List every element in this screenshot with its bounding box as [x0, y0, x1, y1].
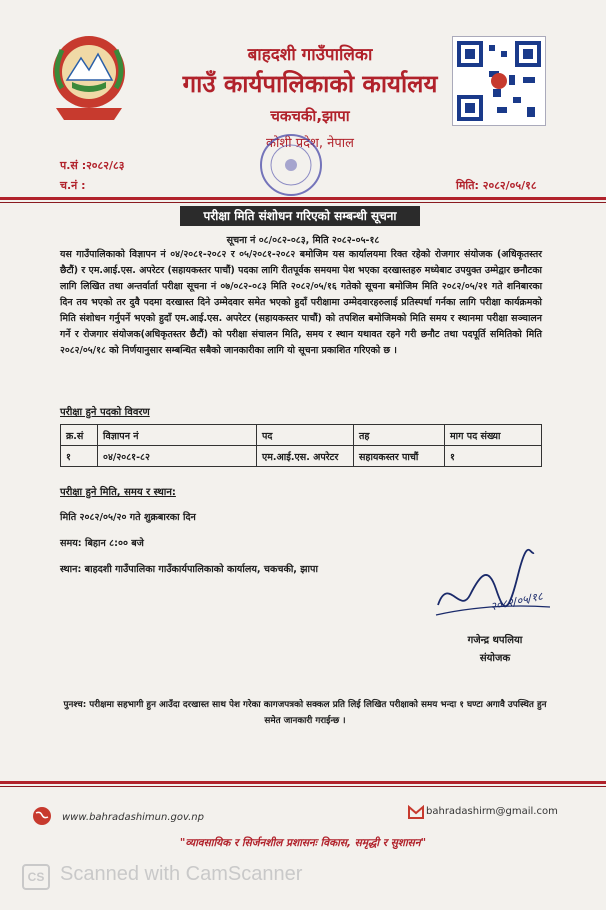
table-header-cell: तह — [354, 425, 445, 446]
table-header-cell: विज्ञापन नं — [98, 425, 257, 446]
office-stamp-icon — [248, 132, 334, 198]
exam-time: समय: बिहान ८:०० बजे — [60, 538, 144, 549]
scanner-watermark: Scanned with CamScanner — [60, 863, 303, 885]
table-header-cell: क्र.सं — [61, 425, 98, 446]
table-cell: १ — [445, 446, 542, 467]
globe-icon — [32, 806, 52, 826]
slogan: "व्यावसायिक र सिर्जनशील प्रशासनः विकास, समृद्धी र सुशासन" — [179, 837, 427, 849]
ps-number: प.सं :२०८२/८३ — [60, 159, 125, 172]
camscanner-logo-icon: CS — [22, 864, 50, 890]
issue-date: मिति: २०८२/०५/१८ — [456, 179, 537, 192]
posts-heading: परीक्षा हुने पदको विवरण — [60, 407, 150, 418]
table-cell: ०४/२०८१-८२ — [98, 446, 257, 467]
header-divider — [0, 197, 606, 200]
table-cell: सहायकस्तर पाचौं — [354, 446, 445, 467]
footer-divider-thin — [0, 786, 606, 787]
website-link[interactable]: www.bahradashimun.gov.np — [62, 812, 204, 823]
footer-divider — [0, 781, 606, 784]
table-header-cell: माग पद संख्या — [445, 425, 542, 446]
table-header-row — [61, 425, 542, 446]
signatory-role: संयोजक — [479, 653, 511, 664]
header-divider-thin — [0, 202, 606, 203]
table-row — [61, 446, 542, 467]
notice-title: परीक्षा मिति संशोधन गरिएको सम्बन्धी सूचना — [180, 206, 420, 226]
exam-place: स्थान: बाहदशी गाउँपालिका गाउँकार्यपालिकाको कार्यालय, चकचकी, झापा — [60, 564, 318, 575]
table-header-cell: पद — [257, 425, 354, 446]
notice-body: यस गाउँपालिकाको विज्ञापन नं ०४/२०८१-२०८२ र ०५/२०८१-२०८२ बमोजिम यस कार्यालयमा रिक्त रहेको रोजगार संयोजक (अधिकृतस्तर छैटौं) र एम.आई.एस. अपरेटर (सहायकस्तर पाचौं) पदका लागि रीतपूर्वक समयमा पेश भएका दरखास्तहरु मध्येबाट उपयुक्त उम्मेद्वार छनौटका लागि लिखित तथा अन्तर्वार्ता परीक्षा सूचना नं ०७/०८२-०८३ मिति २०८२/०५/१६ गतेको सूचना बमोजिम मिति २०८२/०५/२१ गते शनिबारका दिन तय भएको तर दुवै पदमा दरखास्त दिने उम्मेदवार समेत भएको हुदाँ परीक्षामा उम्मेदवारहरुलाई प्रतिस्पर्धा गर्नका लागि परीक्षा कार्यक्रमको मिति संशोधन गर्नुपर्ने भएको हुदाँ एम.आई.एस. अपरेटर (सहायकस्तर पाचौं) को तपशिल बमोजिमको मिति समय र स्थानमा परीक्षा सञ्चालन गर्ने र रोजगार संयोजक(अधिकृतस्तर छैटौं) को परीक्षा संचालन मिति, समय र स्थान यथावत रहने गरी छनौट तथा पदपूर्ति समितिको मिति २०८२/०५/१८ को निर्णयानुसार सम्बन्धित सबैको जानकारीका लागि यो सूचना प्रकाशित गरिएको छ । — [60, 249, 542, 356]
gmail-icon — [408, 805, 424, 819]
notice-subtitle: सूचना नं ०८/०८२-०८३, मिति २०८२-०५-१८ — [226, 235, 380, 246]
office-location: चकचकी,झापा — [270, 107, 350, 125]
office-country: कोशी प्रदेश, नेपाल — [266, 136, 354, 151]
exam-date: मिति २०८२/०५/२० गते शुक्रबारका दिन — [60, 512, 196, 523]
email-link[interactable]: bahradashirm@gmail.com — [426, 806, 558, 817]
signatory-name: गजेन्द्र थपलिया — [467, 635, 523, 646]
nepal-emblem-icon — [48, 28, 130, 124]
posts-table — [60, 424, 542, 467]
table-cell: एम.आई.एस. अपरेटर — [257, 446, 354, 467]
footnote: पुनश्च: परीक्षमा सहभागी हुन आउँदा दरखास्त साथ पेश गरेका कागजपत्रको सक्कल प्रति लिई लिखित परीक्षाको समय भन्दा १ घण्टा अगावै उपस्थित हुन समेत जानकारी गराईन्छ । — [63, 700, 547, 726]
table-cell: १ — [61, 446, 98, 467]
office-name: गाउँ कार्यपालिकाको कार्यालय — [182, 70, 438, 98]
chn-number: च.नं : — [60, 179, 86, 192]
schedule-heading: परीक्षा हुने मिति, समय र स्थान: — [60, 487, 176, 498]
signature-date: २०८२/०५/१८ — [489, 589, 544, 614]
municipality-name: बाहदशी गाउँपालिका — [247, 45, 373, 65]
